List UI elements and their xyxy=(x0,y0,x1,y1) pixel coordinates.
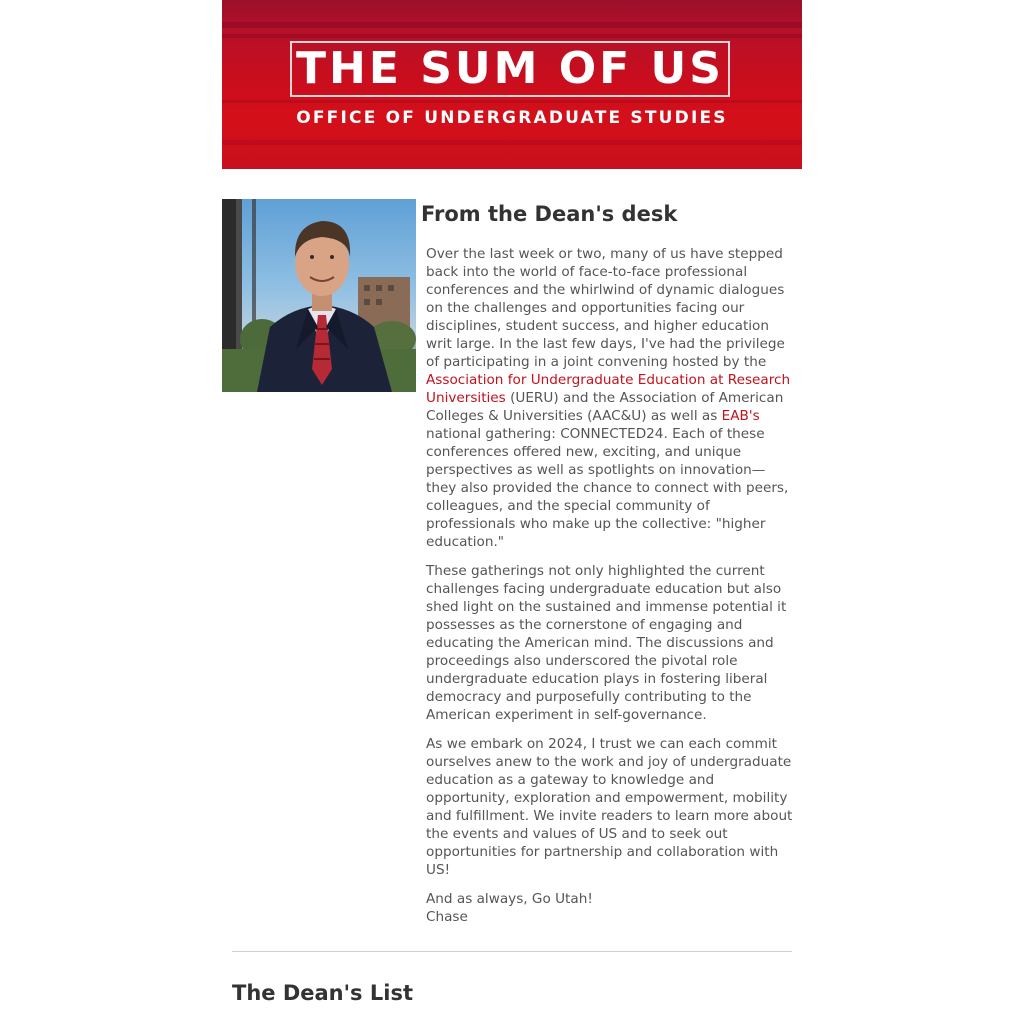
letter-text: national gathering: CONNECTED24. Each of these conferences offered new, exciting, and unique perspectives as well as spotlights on innovation—they also provided the chance to connect with peers, colleagues, and the special community of professionals who make up the collective: "higher education." xyxy=(426,426,789,550)
letter-closing-block xyxy=(426,890,794,926)
aaueru-link[interactable]: Association for Undergraduate Education at Research Universities xyxy=(426,372,791,406)
letter-paragraph-3: As we embark on 2024, I trust we can each commit ourselves anew to the work and joy of undergraduate education as a gateway to knowledge and opportunity, exploration and empowerment, mobility and fulfillment. We invite readers to learn more about the events and values of US and to seek out opportunities for partnership and collaboration with US! xyxy=(426,736,793,878)
letter-closing: And as always, Go Utah! xyxy=(426,891,593,907)
section-heading-deans-list: The Dean's List xyxy=(232,981,413,1005)
letter-signature: Chase xyxy=(426,909,468,925)
deans-letter xyxy=(426,245,794,937)
letter-text: (UERU) and the Association of American Colleges & Universities (AAC&U) as well as xyxy=(426,390,784,424)
section-heading-deans-desk: From the Dean's desk xyxy=(421,202,678,226)
letter-paragraph-2: These gatherings not only highlighted the current challenges facing undergraduate education but also shed light on the sustained and immense potential it possesses as the cornerstone of engaging and educating the American mind. The discussions and proceedings also underscored the pivotal role undergraduate education plays in fostering liberal democracy and purposefully contributing to the American experiment in self-governance. xyxy=(426,563,787,723)
letter-text: Over the last week or two, many of us have stepped back into the world of face-to-face professional conferences and the whirlwind of dynamic dialogues on the challenges and opportunities facing our disciplines, student success, and higher education writ large. In the last few days, I've had the privilege of participating in a joint convening hosted by the xyxy=(426,246,785,370)
letter-paragraph-1 xyxy=(426,245,794,551)
banner-title-frame xyxy=(290,41,730,97)
banner-title: THE SUM OF US xyxy=(296,43,724,94)
eab-link[interactable]: EAB's xyxy=(721,408,760,424)
dean-portrait-photo xyxy=(222,199,416,392)
section-divider xyxy=(232,951,792,952)
banner-subtitle: OFFICE OF UNDERGRADUATE STUDIES xyxy=(296,108,728,128)
